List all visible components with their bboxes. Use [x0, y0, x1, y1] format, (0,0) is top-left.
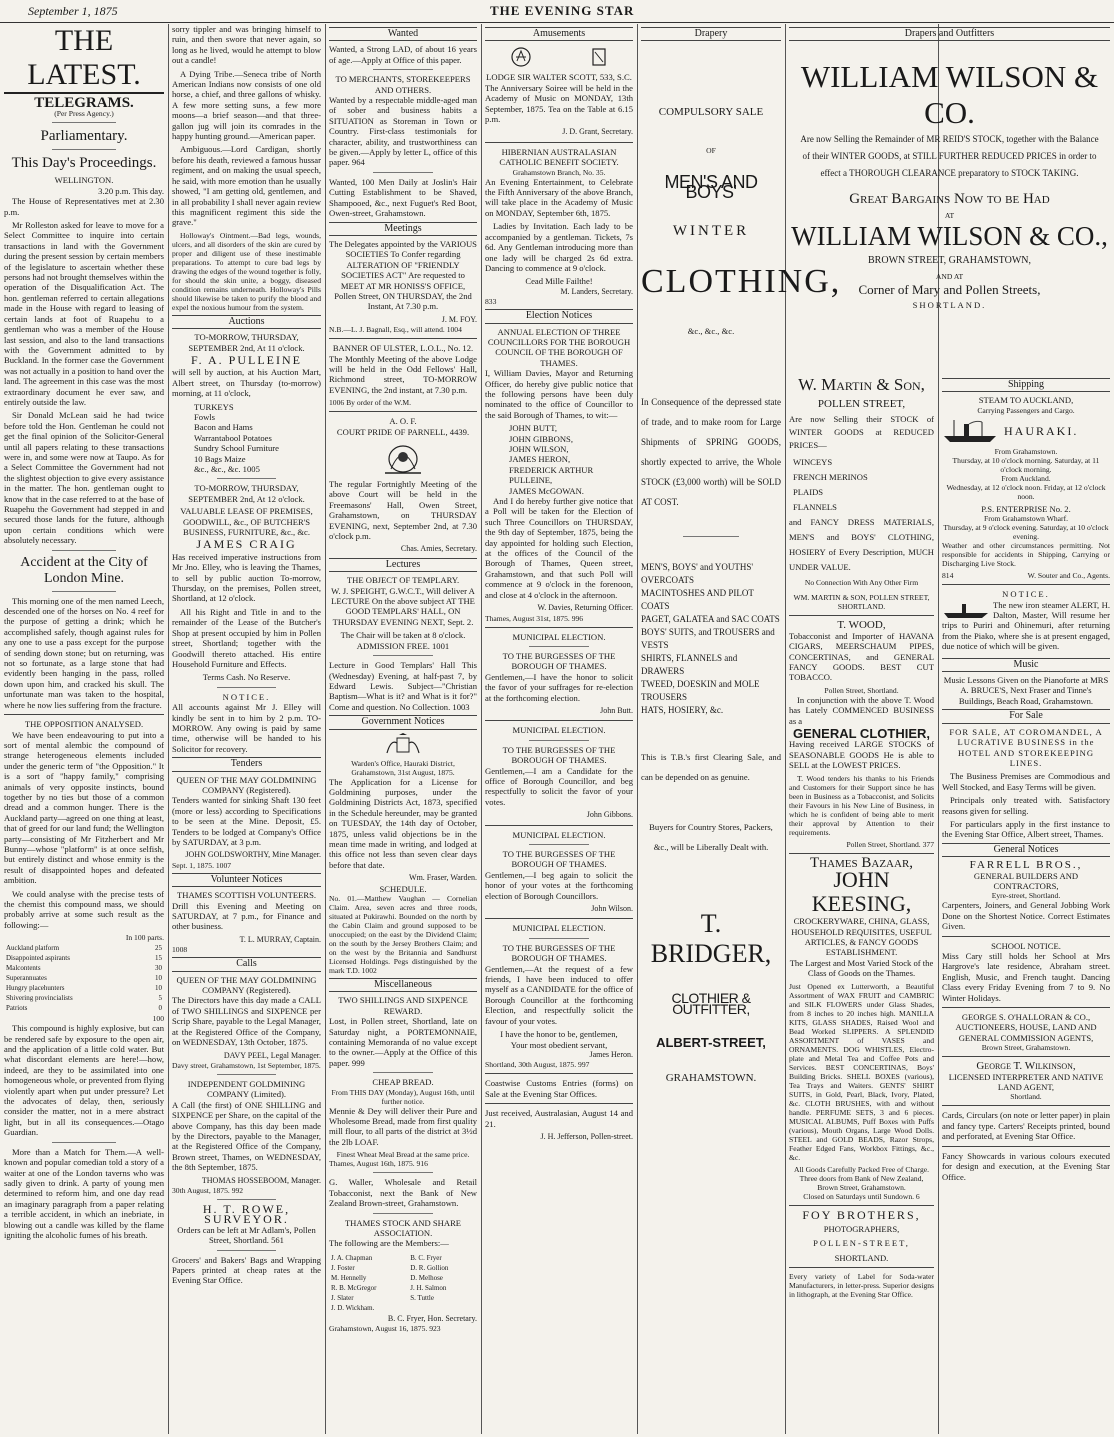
- clothing-word: CLOTHING,: [641, 263, 842, 301]
- wanted-ad: Wanted by a respectable middle-aged man of sober and business habits a SITUATION as Storeman in Town or Country. First-class testimonials for character, ability, and trustworthiness can be given.—Apply by letter L, office of this paper. 964: [329, 95, 477, 168]
- misc-title: CHEAP BREAD.: [372, 1077, 434, 1088]
- clothing-item: PAGET, GALATEA and SAC COATS: [641, 614, 780, 625]
- shipping-times: Wednesday, at 12 o'clock noon. Friday, at 12 o'clock noon.: [946, 482, 1106, 501]
- steamer-icon: [942, 600, 990, 620]
- section-drapery: Drapery: [641, 27, 781, 41]
- notice-heading: NOTICE.: [1002, 589, 1050, 600]
- call-title: INDEPENDENT GOLDMINING COMPANY (Limited).: [187, 1078, 306, 1100]
- meeting-note: N.B.—L. J. Bagnall, Esq., will attend. 1004: [329, 325, 462, 335]
- wilson-title: WILLIAM WILSON & CO.: [800, 59, 1099, 131]
- keesing-hours: Closed on Saturdays until Sundown. 6: [803, 1191, 920, 1201]
- candidate-name: JOHN WILSON,: [509, 444, 569, 454]
- misc-body: The following are the Members:—: [329, 1238, 449, 1249]
- meeting-subtitle: COURT PRIDE OF PARNELL, 4439.: [336, 426, 470, 437]
- candidate-date: Shortland, 30th August, 1875. 997: [485, 1060, 590, 1070]
- notice-heading: NOTICE.: [222, 691, 271, 702]
- notice-body: The new iron steamer ALERT, H. Dalton, Master, Will resume her trips to Puriri and Ohinemuri, after returning from the Piako, where she is at present engaged, due notice of which will be given.: [942, 599, 1110, 652]
- misc-body: G. Waller, Wholesale and Retail Tobacconist, next the Bank of New Zealand Brown-street, Grahamstown.: [329, 1177, 477, 1209]
- candidate-closing: I have the honor to be, gentlemen,: [500, 1029, 618, 1040]
- martin-body: Are now Selling their STOCK of WINTER GOODS at REDUCED PRICES—: [789, 414, 934, 451]
- candidate-signature: James Heron.: [589, 1049, 633, 1059]
- brown-street: BROWN STREET, GRAHAMSTOWN,: [868, 254, 1031, 266]
- etc-line: &c., &c., &c.: [687, 326, 735, 337]
- section-lectures: Lectures: [329, 558, 477, 572]
- auction-item: 10 Bags Maize: [194, 453, 246, 464]
- table-header: In 100 parts.: [125, 933, 164, 943]
- at-word: AT: [944, 210, 955, 220]
- auction-item: Bacon and Hams: [194, 422, 253, 433]
- auction-date: TO-MORROW, THURSDAY, SEPTEMBER 2nd, At 11 o'clock.: [188, 332, 305, 353]
- bridger-name: T. BRIDGER,: [650, 909, 772, 969]
- article-paragraph: We have been endeavouring to put into a sort of mental alembic the compound of strange heterogeneous elements included under the generic term of "the Opposition." It is a sort of "happy family," comprising animals of very opposite instincts, bound together by no ties but those of a common dread and a common hunger. There is the Auckland party—agreed on one thing at least, that of greed for our land fund; the Wellington party—consisting of Mr Fitzherbert and Mr Bunny—whose "platform" is at once selfish, but entirely distinct and whose enmity is the result of disappointed hopes and defeated ambition.: [4, 729, 164, 886]
- school-heading: SCHOOL NOTICE.: [991, 940, 1061, 951]
- bazaar-title: Thames Bazaar,: [809, 854, 914, 871]
- wilkinson-line: LICENSED INTERPRETER AND NATIVE LAND AGENT,: [948, 1071, 1104, 1093]
- schedule-body: No. 01.—Matthew Vaughan — Cornelian Claim. Area, seven acres and three roods, situated at Pukirawhi. Bounded on the north by the Cabin Claim and ground supposed to be unoccupied; on the east by the Dividend Claim; on the south by the Jersey Brothers Claim; and on the west by the Britannia and Sandhurst Licensed Holdings. Pegs distinguished by the mark T.D. 1002: [329, 894, 477, 975]
- shipping-terms: Weather and other circumstances permitting. Not responsible for accidents in Shipping, Carrying or Discharging Live Stock.: [942, 541, 1110, 569]
- election-title: ANNUAL ELECTION OF THREE COUNCILLORS FOR THE BOROUGH COUNCIL OF THE BOROUGH OF THAMES.: [487, 326, 631, 368]
- candidate-letter: Gentlemen,—At the request of a few friends, I have been induced to offer myself as a CANDIDATE for the office of Borough Councillor at the forthcoming Election, and respectfully solicit the favour of your votes.: [485, 963, 633, 1026]
- shipping-from: From Auckland.: [1001, 473, 1051, 483]
- keesing-name: JOHN KEESING,: [811, 867, 912, 917]
- wilson-body: Are now Selling the Remainder of MR REID'S STOCK, together with the Balance of their WINTER GOODS, at STILL FURTHER REDUCED PRICES in order to effect a THOROUGH CLEARANCE preparatory to STOCK TAKING.: [800, 134, 1099, 179]
- dateline-time: 3.20 p.m. This day.: [98, 185, 164, 196]
- ohalloran-title: GEORGE S. O'HALLORAN & CO.,: [961, 1012, 1091, 1023]
- martin-body: and FANCY DRESS MATERIALS, MEN'S and BOYS' CLOTHING, HOSIERY of Every Description, MUCH UNDER VALUE.: [789, 517, 934, 573]
- jefferson-signature: J. H. Jefferson, Pollen-street.: [540, 1131, 633, 1141]
- lecture-chair: The Chair will be taken at 8 o'clock.: [340, 630, 466, 641]
- meeting-signature: J. M. FOY.: [441, 314, 477, 324]
- shortland-line: SHORTLAND.: [912, 299, 987, 310]
- shipping-from: From Grahamstown Wharf.: [983, 514, 1068, 524]
- customs-ad: Coastwise Customs Entries (forms) on Sale at the Evening Star Offices.: [485, 1078, 633, 1099]
- albert-street: ALBERT-STREET,: [656, 1035, 766, 1051]
- article-paragraph: sorry tippler and was bringing himself to ruin, and then swore that never again, so long as he lived, would he attempt to blow out a candle!: [172, 24, 321, 66]
- misc-title: THAMES STOCK AND SHARE ASSOCIATION.: [344, 1217, 462, 1238]
- auction-item: &c., &c., &c. 1005: [194, 464, 260, 474]
- article-paragraph: Mr Rolleston asked for leave to move for a Select Committee to inquire into certain transactions in land with the Government during the present session by certain members of the legislature to ascertain whether these persons had not brought themselves within the operation of the Disqualification Act. The hon. gentleman referred to certain allegations made in the House with regard to leasing of certain lands at foot of Ruapehu to a gentleman who was a member of the House last session, and also to the land transactions with the Government admitted to by Buckland. In the former case the Government was not actually in a position to hand over the land. The agreement in this case was the most extraordinary document he ever saw, and entirely outside the law.: [4, 220, 164, 407]
- showcards-ad: Fancy Showcards in various colours executed for design and execution, at the Evening Star Office.: [942, 1150, 1110, 1182]
- election-signature: W. Davies, Returning Officer.: [537, 603, 633, 613]
- amusement-title: HIBERNIAN AUSTRALASIAN CATHOLIC BENEFIT SOCIETY.: [499, 146, 619, 168]
- auction-item: Sundry School Furniture: [194, 443, 279, 454]
- clothing-item: BOYS' SUITS, and TROUSERS and VESTS: [641, 627, 775, 651]
- notice-body: All accounts against Mr J. Elley will kindly be sent in to him by 2 p.m. TO-MORROW. Any owing is paid by same time, otherwise will be handed to his Solicitor for recovery.: [172, 702, 321, 754]
- wilson-title-2: WILLIAM WILSON & CO.,: [791, 220, 1108, 251]
- foresters-crest-icon: [381, 439, 425, 477]
- section-drapers: Drapers and Outfitters: [789, 27, 1110, 41]
- column-auctions: [168, 24, 325, 1434]
- clothing-item: TWEED, DOESKIN and MOLE TROUSERS: [641, 679, 760, 703]
- member-row: J. A. Chapman B. C. Fryer: [331, 1253, 442, 1262]
- municipal-heading: MUNICIPAL ELECTION.: [512, 829, 606, 840]
- member-row: J. Foster D. R. Gollion: [331, 1263, 449, 1272]
- meeting-body: The regular Fortnightly Meeting of the above Court will be held in the Freemasons' Hall, Owen Street, Grahamstown, on THURSDAY EVENING, next, September 2nd, at 7.30 o'clock p.m.: [329, 479, 477, 542]
- burgesses-heading: TO THE BURGESSES OF THE BOROUGH OF THAMES.: [502, 849, 616, 870]
- wood-address: Pollen Street, Shortland.: [824, 685, 899, 695]
- call-date: Davy street, Grahamstown, 1st September, 1875.: [172, 1060, 321, 1070]
- shipping-number: 814: [942, 571, 954, 581]
- tender-title: QUEEN OF THE MAY GOLDMINING COMPANY (Registered).: [176, 774, 317, 795]
- candidate-name: JAMES HERON,: [509, 454, 571, 465]
- grocers-ad: Grocers' and Bakers' Bags and Wrapping Papers printed at cheap rates at the Evening Star Office.: [172, 1254, 321, 1286]
- section-volunteer: Volunteer Notices: [172, 873, 321, 887]
- candidate-letter: Gentlemen,—I have the honor to solicit the favor of your suffrages for re-election at the forthcoming election.: [485, 671, 633, 703]
- amusement-subtitle: Grahamstown Branch, No. 35.: [512, 167, 606, 177]
- meeting-title: A. O. F.: [389, 416, 417, 427]
- wanted-ad: Wanted, 100 Men Daily at Joslin's Hair Cutting Establishment to be Shaved, Shampooed, &c., next Fuguet's Red Boot, Owen-street, Grahamstown.: [329, 176, 477, 219]
- drapery-note: This is T.B.'s first Clearing Sale, and can be depended on as genuine.: [641, 752, 781, 783]
- wood-body: Tobacconist and Importer of HAVANA CIGARS, MEERSCHAUM PIPES, CONCERTINAS, and GENERAL FANCY GOODS. BEST CUT TOBACCO.: [789, 630, 934, 683]
- member-row: M. Hennelly D. Melhose: [331, 1273, 443, 1282]
- corner-line: Corner of Mary and Pollen Streets,: [858, 282, 1041, 298]
- auction-body: Has received imperative instructions from Mr Jno. Elley, who is leaving the Thames, to sell by public auction To-morrow, Thursday, on the premises, Pollen street, Shortland, at 12 o'clock.: [172, 551, 321, 604]
- gov-place: Warden's Office, Hauraki District, Grahamstown, 31st August, 1875.: [351, 758, 455, 777]
- wood-title: T. WOOD,: [837, 619, 886, 632]
- foy-line: PHOTOGRAPHERS,: [823, 1223, 900, 1234]
- article-paragraph: Ambiguous.—Lord Cardigan, shortly before his death, reviewed a famous hussar regiment, and on making the usual speech, he said, with more emotion than he usually showed, "I am getting old, gentlemen, and in all probability I shall never again review this magnificent regiment this side the grave.": [172, 144, 321, 228]
- mens-and-boys: MEN'S AND BOYS': [664, 171, 758, 203]
- martin-signature: WM. MARTIN & SON, POLLEN STREET, SHORTLAND.: [793, 593, 930, 612]
- section-amusements: Amusements: [485, 27, 633, 41]
- masthead-date: September 1, 1875: [28, 4, 118, 18]
- call-signature: THOMAS HOSSEBOOM, Manager.: [201, 1175, 321, 1185]
- article-paragraph: We could analyse with the precise tests of the chemist this compound mass, we should probably arrive at some such result as the following:—: [4, 888, 164, 930]
- article-paragraph: A Dying Tribe.—Seneca tribe of North American Indians now consists of one old horse, a chief, and three gallons of whisky. A few more setting suns, a few more moons—a brief season—and that three-gallon jug will join its comrades in the happy hunting ground.—American paper.: [172, 68, 321, 142]
- section-wanted: Wanted: [329, 27, 477, 41]
- meeting-number: 1006 By order of the W.M.: [329, 398, 412, 408]
- meeting-title: BANNER OF ULSTER, L.O.L., No. 12.: [332, 343, 474, 354]
- ship-name: HAURAKI.: [1004, 423, 1079, 438]
- gov-body: The Application for a License for Goldmining purposes, under the Goldmining Districts Act, 1873, specified in the Schedule hereunder, may be granted on TUESDAY, the 14th day of October, 1875, unless valid objections be in the mean time made in writing, and lodged at this office not less than seven clear days before that date.: [329, 776, 477, 870]
- wilkinson-address: Shortland.: [1010, 1092, 1042, 1102]
- section-meetings: Meetings: [329, 222, 477, 236]
- keesing-note: All Goods Carefully Packed Free of Charge.: [793, 1164, 930, 1174]
- auctioneer-name: F. A. PULLEINE: [190, 352, 303, 367]
- keesing-body: The Largest and Most Varied Stock of the Class of Goods on the Thames.: [789, 957, 934, 979]
- cards-ad: Cards, Circulars (on note or letter paper) in plain and fancy type. Carters' Receipts printed, bound and perforated, at Evening Star Office.: [942, 1110, 1110, 1142]
- wood-body: Having received LARGE STOCKS of SEASONABLE GOODS He is able to SELL at the LOWEST PRICES.: [789, 739, 934, 771]
- clothier-line: CLOTHIER & OUTFITTER,: [671, 990, 751, 1017]
- and-at: AND AT: [935, 272, 964, 282]
- telegrams-heading: TELEGRAMS.: [34, 95, 134, 111]
- election-body: I, William Davies, Mayor and Returning Officer, do hereby give public notice that the following persons have been duly nominated to the office of Councillor to the said Borough of Thames, to wit:—: [485, 368, 633, 420]
- school-body: Miss Cary still holds her School at Mrs Hargrove's late residence, Abraham street. English, Music, and French taught. Dancing Class every Friday Evening from 7 to 9. No Winter Holidays.: [942, 951, 1110, 1003]
- the-latest-heading: THE LATEST.: [4, 24, 164, 94]
- wilkinson-title: George T. Wilkinson,: [976, 1060, 1076, 1073]
- article-paragraph: This morning one of the men named Leech, descended one of the horses on No. 4 reef for the purpose of getting a drink; which he accomplished safely, though against rules for any one to use a pass except for the purpose of sending down stone; but on returning, was not so fortunate, as a large stone that had evidently been hanging in the pass, rolled down upon him, and cracked his skull. The unfortunate man was taken to the hospital, where he now lies suffering from the fracture.: [4, 595, 164, 710]
- farrell-address: Eyre-street, Shortland.: [991, 891, 1061, 901]
- column-merchants: [785, 375, 938, 1433]
- section-auctions: Auctions: [172, 315, 321, 329]
- foy-line: SHORTLAND.: [834, 1252, 889, 1263]
- drapery-note: Buyers for Country Stores, Packers, &c., will be Liberally Dealt with.: [649, 822, 773, 853]
- article-paragraph: More than a Match for Them.—A well-known and popular comedian told a story of a waiter at one of the London taverns who was sadly given to drink. A party of young men determined to reform him, and one day read an imaginary paragraph from a paper relating a terrible accident, in which an inebriate, in blowing out a candle was killed by the flame igniting the alcoholic fumes of his breath.: [4, 1146, 164, 1240]
- winter-word: WINTER: [672, 222, 750, 239]
- article-paragraph: This compound is highly explosive, but can be rendered safe by exposure to the open air, and the application of a little cold water. But what discordant elements are here!—how, indeed, are they to be assimilated into one homogeneous whole, or prevented from flying violently apart when put under pressure? Let the advocates of delay, then, seriously consider the matter, not in a mere abstract light, but in all its consequences.—Otago Guardian.: [4, 1023, 164, 1138]
- martin-title: W. Martin & Son,: [798, 375, 925, 394]
- table-row: Patriots 0: [6, 1004, 162, 1013]
- candidate-name: FREDERICK ARTHUR PULLEINE,: [509, 464, 594, 486]
- table-row: Disappointed aspirants 15: [6, 954, 162, 963]
- lecture-body: Lecture in Good Templars' Hall This (Wednesday) Evening, at half-past 7, by Edward Lewis. Subject—"Christian Baptism—What is it? and What is it for?" Come and question. No Collection. 1003: [329, 660, 477, 712]
- wood-address: Pollen Street, Shortland. 377: [846, 839, 934, 849]
- member-row: J. D. Wickham.: [331, 1303, 375, 1312]
- shipping-agents: W. Souter and Co., Agents.: [1027, 571, 1110, 581]
- table-row: Malcontents 30: [6, 964, 162, 973]
- call-body: The Directors have this day made a CALL of TWO SHILLINGS and SIXPENCE per Scrip Share, payable to the Legal Manager, at the Registered Office of the Company, on WEDNESDAY, 13th October, 1875.: [172, 995, 321, 1048]
- shipping-title: STEAM TO AUCKLAND,: [978, 395, 1074, 406]
- member-row: R. B. McGregor J. H. Salmon: [331, 1283, 447, 1292]
- auction-item: Warrantabool Potatoes: [194, 432, 272, 443]
- shipping-subtitle: Carrying Passengers and Cargo.: [977, 405, 1075, 415]
- section-miscellaneous: Miscellaneous: [329, 978, 477, 992]
- misc-subtitle: From THIS DAY (Monday), August 16th, until further notice.: [331, 1087, 475, 1106]
- ohalloran-address: Brown Street, Grahamstown.: [981, 1043, 1071, 1053]
- lecture-admission: ADMISSION FREE. 1001: [356, 640, 450, 651]
- section-general: General Notices: [942, 843, 1110, 857]
- auction-title: VALUABLE LEASE OF PREMISES, GOODWILL, &c., OF BUTCHER'S BUSINESS, FURNITURE, &c., &c.: [180, 506, 313, 538]
- rowe-heading: H. T. ROWE, SURVEYOR.: [202, 1201, 291, 1227]
- martin-note: No Connection With Any Other Firm: [804, 578, 919, 588]
- municipal-heading: MUNICIPAL ELECTION.: [512, 923, 606, 934]
- shipping-times: Thursday, at 9 o'clock evening. Saturday, at 10 o'clock evening.: [943, 523, 1109, 542]
- grahamstown-line: GRAHAMSTOWN.: [665, 1071, 757, 1084]
- candidate-letter: Gentlemen,—I beg again to solicit the honor of your votes at the forthcoming election of Borough Councillors.: [485, 869, 633, 901]
- wood-body: T. Wood tenders his thanks to his Friends and Customers for their Support since he has been in Business as a Tobacconist, and Solicits their Favours in his New Line of Business, in which he is confident of being able to merit their approval by Attention to their requirements.: [789, 773, 934, 837]
- martin-item: FLANNELS: [793, 502, 837, 513]
- volunteer-number: 1008: [172, 945, 188, 955]
- for-sale-body: Principals only treated with. Satisfactory reasons given for selling.: [942, 795, 1110, 816]
- proceedings-heading: This Day's Proceedings.: [11, 155, 157, 172]
- auction-body: All his Right and Title in and to the remainder of the Lease of the Butcher's Shop at present occupied by him in Pollen street, Shortland; together with the Goodwill thereto attached. His entire Household Furniture and Effects.: [172, 606, 321, 669]
- clothing-item: SHIRTS, FLANNELS and DRAWERS: [641, 653, 738, 677]
- auction-body: will sell by auction, at his Auction Mart, Albert street, on Thursday (to-morrow) morning, at 11 o'clock,: [172, 367, 321, 399]
- meeting-body: The Monthly Meeting of the above Lodge will be held in the Odd Fellows' Hall, Richmond street, TO-MORROW EVENING, the 2nd instant, at 7.30 p.m.: [329, 353, 477, 395]
- misc-note: Finest Wheat Meal Bread at the same price.: [336, 1150, 470, 1160]
- amusement-motto: Cead Mille Failthe!: [525, 276, 593, 287]
- dateline-place: WELLINGTON.: [54, 175, 114, 186]
- martin-street: POLLEN STREET,: [817, 398, 906, 410]
- candidate-name: JOHN GIBBONS,: [509, 433, 573, 444]
- burgesses-heading: TO THE BURGESSES OF THE BOROUGH OF THAMES.: [502, 942, 616, 964]
- lecture-title: THE OBJECT OF TEMPLARY.: [346, 575, 460, 586]
- candidate-letter: Gentlemen,—I am a Candidate for the office of Borough Councillor, and beg respectfully to solicit the favor of your votes.: [485, 765, 633, 807]
- tender-body: Tenders wanted for sinking Shaft 130 feet (more or less) according to Specifications to be seen at the Mine. Deposit, £5. Tenders to be lodged at Company's Office by SATURDAY, at 3 p.m.: [172, 795, 321, 847]
- meeting-signature: Chas. Amies, Secretary.: [400, 544, 477, 554]
- shipping-from: From Grahamstown.: [994, 446, 1058, 456]
- steamship-icon: [942, 418, 998, 444]
- municipal-heading: MUNICIPAL ELECTION.: [512, 631, 606, 642]
- tender-date: Sept. 1, 1875. 1007: [172, 860, 232, 870]
- lecture-body: W. J. SPEIGHT, G.W.C.T., Will deliver A LECTURE On the above subject AT THE GOOD TEMPLARS' HALL, ON THURSDAY EVENING NEXT, Sept. 2.: [331, 585, 475, 627]
- masonic-emblems-icon: [509, 44, 609, 70]
- schedule-heading: SCHEDULE.: [379, 883, 427, 894]
- article-paragraph: Sir Donald McLean said he had twice before told the Hon. Gentleman he could not get the final opinion of the Solicitor-General until all papers relating to these transactions were in, and some were now at Taupo. As for a Select Committee the Government had not the slightest objection to give every assistance in the matter. The hon. gentleman ought to know that in the case referred to at the base of Ruapehu the Government had stepped in and secured those lands for the future, although upon certain conditions which were absolutely necessary.: [4, 410, 164, 546]
- keesing-address: Three doors from Bank of New Zealand, Brown Street, Grahamstown.: [799, 1173, 924, 1192]
- table-row: Hungry placehunters 10: [6, 984, 162, 993]
- amusement-body: Ladies by Invitation. Each lady to be accompanied by a gentleman. Tickets, 7s 6d. Any Gentleman introducing more than one lady will be charged 2s 6d extra. Dancing to commence at 9 o'clock.: [485, 221, 633, 273]
- column-news: [0, 24, 168, 1434]
- clothing-item: HATS, HOSIERY, &c.: [641, 705, 724, 716]
- candidate-closing: Your most obedient servant,: [510, 1039, 608, 1050]
- call-body: A Call (the first) of ONE SHILLING and SIXPENCE per Share, on the capital of the above Company, has this day been made by the Directors, payable to the Manager, at the Registered Office of the Company, Brown street, Thames, on WEDNESDAY, the 8th September, 1875.: [172, 1099, 321, 1173]
- parliamentary-heading: Parliamentary.: [40, 128, 128, 145]
- article-paragraph: The House of Representatives met at 2.30 p.m.: [4, 196, 164, 217]
- section-calls: Calls: [172, 957, 321, 971]
- for-sale-body: The Business Premises are Commodious and Well Stocked, and Easy Terms will be given.: [942, 771, 1110, 792]
- wilson-ad-block: [785, 24, 1114, 310]
- misc-date: Thames, August 16th, 1875. 916: [329, 1159, 428, 1169]
- section-music: Music: [942, 658, 1110, 672]
- column-amusements-elections: [481, 24, 637, 1434]
- call-date: 30th August, 1875. 992: [172, 1185, 244, 1195]
- candidate-list: [485, 423, 633, 496]
- misc-body: Mennie & Dey will deliver their Pure and Wholesome Bread, made from first quality mill flour, to all parts of the district at 3½d the 2lb LOAF.: [329, 1105, 477, 1147]
- candidate-name: JAMES McGOWAN.: [509, 485, 584, 496]
- amusement-body: An Evening Entertainment, to Celebrate the Fifth Anniversary of the above Branch, will take place in the Academy of Music on MONDAY, September 6th, 1875.: [485, 176, 633, 218]
- section-government: Government Notices: [329, 715, 477, 729]
- opposition-heading: THE OPPOSITION ANALYSED.: [24, 719, 144, 730]
- misc-date: Grahamstown, August 16, 1875. 923: [329, 1324, 441, 1334]
- section-shipping: Shipping: [942, 378, 1110, 392]
- farrell-title: FARRELL BROS.,: [969, 859, 1083, 872]
- auction-item: TURKEYS: [194, 401, 234, 412]
- keesing-body: CROCKERYWARE, CHINA, GLASS, HOUSEHOLD REQUISITES, USEFUL ARTICLES, & FANCY GOODS ESTABLISHMENT.: [791, 916, 932, 958]
- amusement-number: 833: [485, 297, 497, 307]
- labels-ad: Every variety of Label for Soda-water Manufacturers, in letter-press. Superior designs in lithograph, at the Evening Star Office.: [789, 1272, 934, 1300]
- farrell-body: Carpenters, Joiners, and General Jobbing Work Done on the Shortest Notice. Correct Estimates Given.: [942, 900, 1110, 932]
- section-for-sale: For Sale: [942, 709, 1110, 723]
- gov-signature: Wm. Fraser, Warden.: [409, 873, 477, 883]
- for-sale-body: For particulars apply in the first instance to the Evening Star Office, Albert street, Thames.: [942, 818, 1110, 840]
- agency-line: (Per Press Agency.): [54, 109, 114, 119]
- of-word: OF: [706, 145, 716, 155]
- martin-items: [789, 455, 934, 515]
- compulsory-sale: COMPULSORY SALE: [658, 106, 764, 119]
- great-bargains: Great Bargains Now to be Had: [849, 191, 1050, 208]
- royal-arms-icon: [383, 733, 423, 757]
- municipal-heading: MUNICIPAL ELECTION.: [512, 725, 606, 736]
- volunteer-title: THAMES SCOTTISH VOLUNTEERS.: [176, 890, 317, 901]
- martin-item: PLAIDS: [793, 487, 824, 498]
- meeting-body: The Delegates appointed by the VARIOUS SOCIETIES To Confer regarding ALTERATION OF "FRIENDLY SOCIETIES ACT" Are requested to MEET AT MR HONISS'S OFFICE, Pollen Street, ON THURSDAY, the 2nd Instant, At 7.30 p.m.: [329, 238, 477, 312]
- analysis-table: [4, 942, 164, 1014]
- volunteer-body: Drill this Evening and Meeting on SATURDAY, at 7 p.m., for Finance and other business.: [172, 900, 321, 932]
- candidate-signature: John Butt.: [600, 705, 633, 715]
- amusement-signature: M. Landers, Secretary.: [560, 286, 633, 296]
- for-sale-title: FOR SALE, AT COROMANDEL, A LUCRATIVE BUSINESS in the HOTEL AND STOREKEEPING LINES.: [949, 726, 1103, 768]
- member-row: J. Slater S. Tuttle: [331, 1293, 434, 1302]
- burgesses-heading: TO THE BURGESSES OF THE BOROUGH OF THAMES.: [502, 744, 616, 766]
- candidate-signature: John Wilson.: [591, 904, 633, 914]
- column-shipping-notices: [938, 375, 1114, 1433]
- music-body: Music Lessons Given on the Pianoforte at MRS A. BRUCE'S, Next Fraser and Tinne's Buildings, Beach Road, Grahamstown.: [943, 675, 1109, 706]
- wood-body: In conjunction with the above T. Wood has Lately COMMENCED BUSINESS as a: [789, 694, 934, 726]
- table-row: Superannuates 10: [6, 974, 162, 983]
- call-signature: DAVY PEEL, Legal Manager.: [223, 1050, 321, 1060]
- martin-item: FRENCH MERINOS: [793, 472, 868, 483]
- election-body: And I do hereby further give notice that a Poll will be taken for the Election of such Three Councillors on THURSDAY, the 9th day of September, 1875, being the day appointed for holding such Election, at the offices of the Council of the Borough of Thames, Queen street, Grahamstown, and that such Poll will commence at 9 o'clock in the forenoon, and close at 4 o'clock in the afternoon.: [485, 496, 633, 600]
- rowe-body: Orders can be left at Mr Adlam's, Pollen Street, Shortland. 561: [177, 1224, 316, 1246]
- misc-signature: B. C. Fryer, Hon. Secretary.: [387, 1313, 477, 1323]
- election-date: Thames, August 31st, 1875. 996: [485, 613, 584, 623]
- column-wanted-meetings: [325, 24, 481, 1434]
- auction-items: [172, 402, 321, 475]
- amusement-title: LODGE SIR WALTER SCOTT, 533, S.C.: [486, 72, 632, 83]
- wanted-ad: Wanted, a Strong LAD, of about 16 years of age.—Apply at Office of this paper.: [329, 44, 477, 65]
- section-tenders: Tenders: [172, 757, 321, 771]
- wanted-title: TO MERCHANTS, STOREKEEPERS AND OTHERS.: [335, 74, 471, 95]
- section-elections: Election Notices: [485, 309, 633, 323]
- table-row: Auckland platform 25: [6, 944, 162, 953]
- burgesses-heading: TO THE BURGESSES OF THE BOROUGH OF THAMES.: [502, 650, 616, 672]
- drapery-body: In Consequence of the depressed state of trade, and to make room for Large Shipments of SPRING GOODS, shortly expected to arrive, the Whole STOCK (£3,000 worth) will be SOLD AT COST.: [641, 397, 781, 508]
- candidate-name: JOHN BUTT,: [509, 423, 558, 434]
- keesing-list: Just Opened ex Lutterworth, a Beautiful Assortment of WAX FRUIT and CAMBRIC and SILK FLOWERS under Glass Shades, from 8 inches to 20 inches high. MANILLA KITS, GLASS SHADES, Raised Wool and Bead Worked SLIPPERS. A SPLENDID ASSORTMENT of VASES and ORNAMENTS. DOG WHISTLES, Electro-plate and Metal Tea and Coffee Pots and Services. BEST CONCERTINAS, Boys' Building Bricks. SHELL BOXES (various), Tea Trays and Waiters. GENTS' SHIRT SUITS, in Gold, Pearl, Black, Ivory, Plated, &c. CLOTH BRUSHES, with and without handle. PERFUME SETS, 3 and 6 pieces. MUSICAL ALBUMS, Puff Boxes with Puffs (various), Mouth Organs, Large Wood Dolls. STEEL and GOLD BEADS, Razor Strops, Feather Edged Fans, Workbox Fittings, &c., &c.: [789, 981, 934, 1162]
- candidate-signature: John Gibbons.: [586, 810, 633, 820]
- clothing-item: MEN'S, BOYS' and YOUTHS' OVERCOATS: [641, 562, 754, 586]
- volunteer-signature: T. L. MURRAY, Captain.: [239, 934, 321, 944]
- foy-title: FOY BROTHERS,: [802, 1207, 921, 1222]
- farrell-line: GENERAL BUILDERS AND CONTRACTORS,: [973, 870, 1079, 891]
- amusement-body: The Anniversary Soiree will be held in the Academy of Music on MONDAY, 13th September, 1875. Tea on the Table at 6.15 p.m.: [485, 82, 633, 125]
- table-row: Shivering provincialists 5: [6, 994, 162, 1003]
- ohalloran-line: AUCTIONEERS, HOUSE, LAND AND GENERAL COMMISSION AGENTS,: [955, 1022, 1097, 1043]
- call-title: QUEEN OF THE MAY GOLDMINING COMPANY (Registered).: [176, 974, 317, 996]
- masthead-title: THE EVENING STAR: [490, 3, 635, 18]
- general-clothier: GENERAL CLOTHIER,: [793, 726, 930, 742]
- auctioneer-name: JAMES CRAIG: [196, 537, 297, 552]
- clothing-list: [641, 561, 781, 717]
- jefferson-ad: Just received, Australasian, August 14 and 21.: [485, 1108, 633, 1129]
- amusement-signature: J. D. Grant, Secretary.: [562, 127, 633, 137]
- clothing-item: MACINTOSHES AND PILOT COATS: [641, 588, 754, 612]
- table-total: 100: [152, 1014, 164, 1024]
- masthead: [0, 0, 1114, 23]
- ship-name: P.S. ENTERPRISE No. 2.: [981, 503, 1071, 514]
- accident-heading: Accident at the City of London Mine.: [20, 554, 148, 586]
- auction-terms: Terms Cash. No Reserve.: [202, 672, 291, 683]
- members-table: [329, 1252, 477, 1314]
- shipping-times: Thursday, at 10 o'clock morning. Saturday, at 11 o'clock morning.: [952, 455, 1100, 474]
- holloway-ad: Holloway's Ointment.—Bad legs, wounds, ulcers, and all disorders of the skin are cured by proper and diligent use of these inestimable preparations. To attempt to cure bad legs by drawing the edges of the wound together is folly, for should the skin unite, a boggy, diseased condition remains underneath. Holloway's Pills should likewise be taken to purify the blood and expel the noxious humour from the system.: [172, 230, 321, 312]
- tender-signature: JOHN GOLDSWORTHY, Mine Manager.: [185, 850, 321, 860]
- martin-item: WINCEYS: [793, 457, 833, 468]
- foy-line: POLLEN-STREET,: [813, 1238, 910, 1249]
- misc-title: TWO SHILLINGS AND SIXPENCE REWARD.: [338, 995, 468, 1016]
- auction-item: Fowls: [194, 411, 216, 422]
- auction-date: TO-MORROW, THURSDAY, SEPTEMBER 2nd, At 12 o'clock.: [188, 483, 305, 504]
- misc-body: Lost, in Pollen street, Shortland, late on Saturday night, a PORTEMONNAIE, containing Memoranda of no value except to the owner.—Apply at the Office of this paper. 999: [329, 1016, 477, 1068]
